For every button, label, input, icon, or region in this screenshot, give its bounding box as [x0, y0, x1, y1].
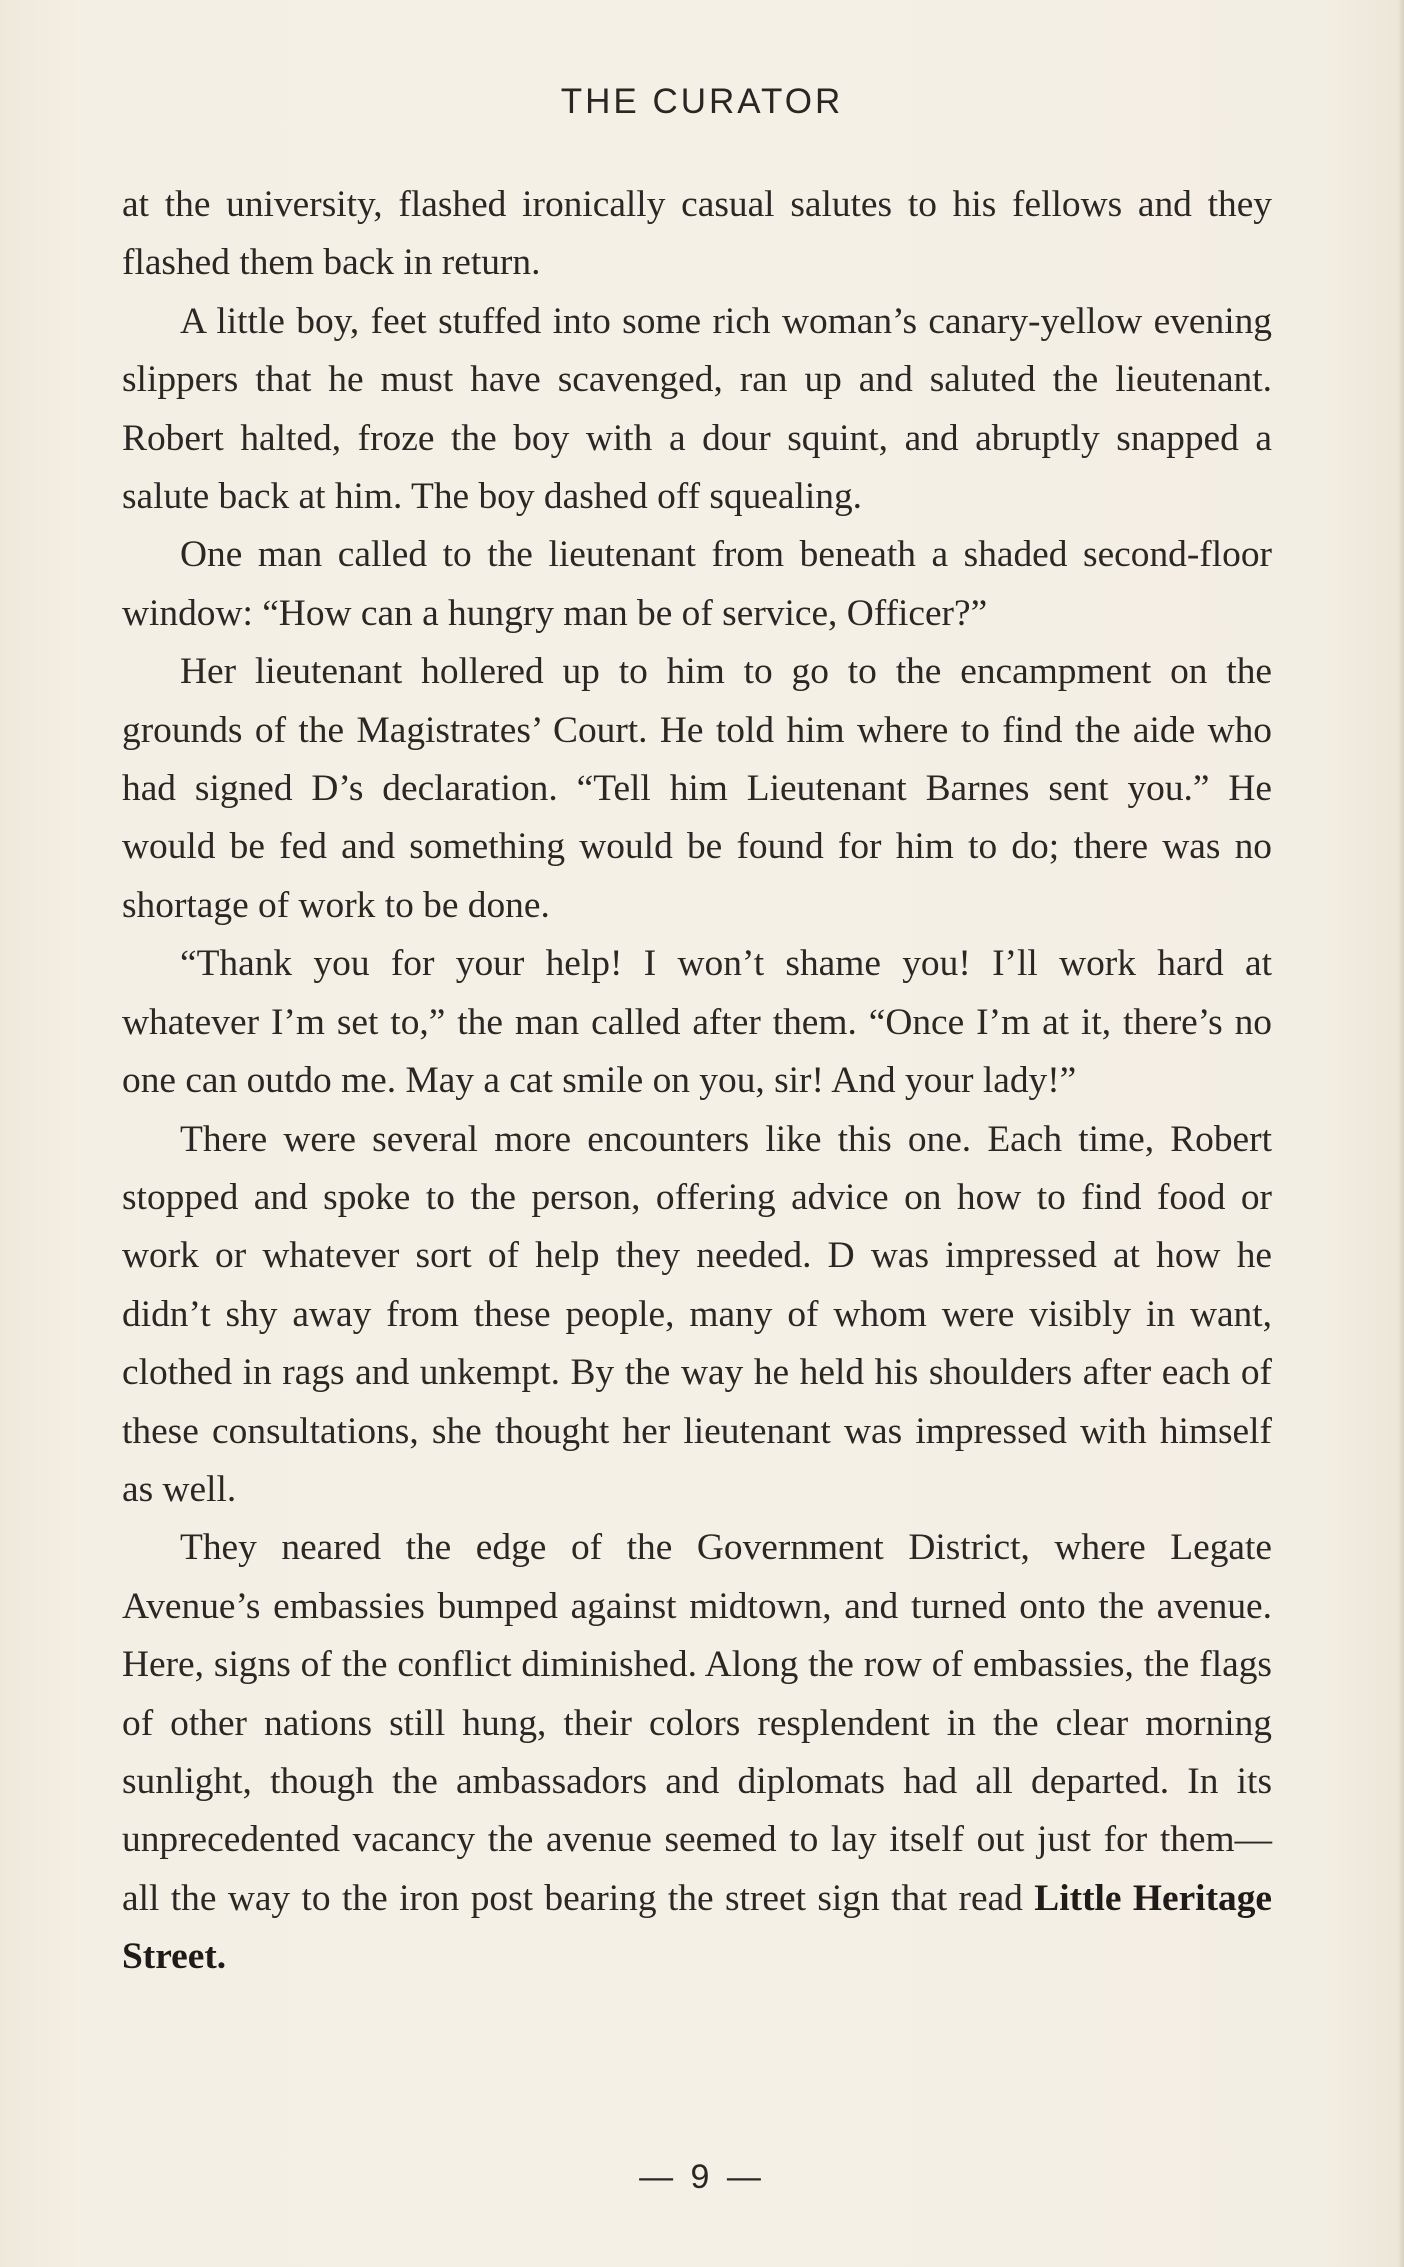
- paragraph: One man called to the lieutenant from beneath a shaded second-floor window: “How can a hungry man be of service, Officer?”: [122, 534, 1272, 634]
- street-name-bold: Little Heritage Street.: [122, 1877, 1273, 1978]
- page-edge-shadow: [1398, 0, 1404, 2267]
- paragraph: There were several more encounters like this one. Each time, Robert stopped and spoke to the person, offering advice on how to find food or work or whatever sort of help they needed. D was impressed at how he didn’t shy away from these people, many of whom were visibly in want, clothed in rags and unkempt. By the way he held his shoulders after each of these consultations, she thought her lieutenant was impressed with himself as well.: [122, 1118, 1272, 1510]
- paragraph: A little boy, feet stuffed into some rich woman’s canary-yellow evening slippers that he must have scavenged, ran up and saluted the lieutenant. Robert halted, froze the boy with a dour squint, and abruptly snapped a salute back at him. The boy dashed off squealing.: [122, 300, 1272, 518]
- paragraph: “Thank you for your help! I won’t shame you! I’ll work hard at whatever I’m set to,” the man called after them. “Once I’m at it, there’s no one can outdo me. May a cat smile on you, sir! And your lady!”: [122, 943, 1272, 1102]
- page-number: — 9 —: [639, 2158, 765, 2196]
- paragraph-text: They neared the edge of the Government District, where Legate Avenue’s embassies bumped against midtown, and turned onto the avenue. Here, signs of the conflict diminished. Along the row of embassies, the flags of other nations still hung, their colors resplendent in the clear morning sunlight, though the ambassadors and diplomats had all departed. In its unprecedented vacancy the avenue seemed to lay itself out just for them—all the way to the iron post bearing the street sign that read: [122, 1527, 1272, 1919]
- paragraph: [122, 1519, 1272, 1986]
- body-text: [122, 176, 1272, 1987]
- running-head: THE CURATOR: [560, 82, 844, 121]
- paragraph: Her lieutenant hollered up to him to go to the encampment on the grounds of the Magistrates’ Court. He told him where to find the aide who had signed D’s declaration. “Tell him Lieutenant Barnes sent you.” He would be fed and something would be found for him to do; there was no shortage of work to be done.: [122, 651, 1272, 926]
- paragraph: at the university, flashed ironically casual salutes to his fellows and they flashed them back in return.: [122, 184, 1272, 284]
